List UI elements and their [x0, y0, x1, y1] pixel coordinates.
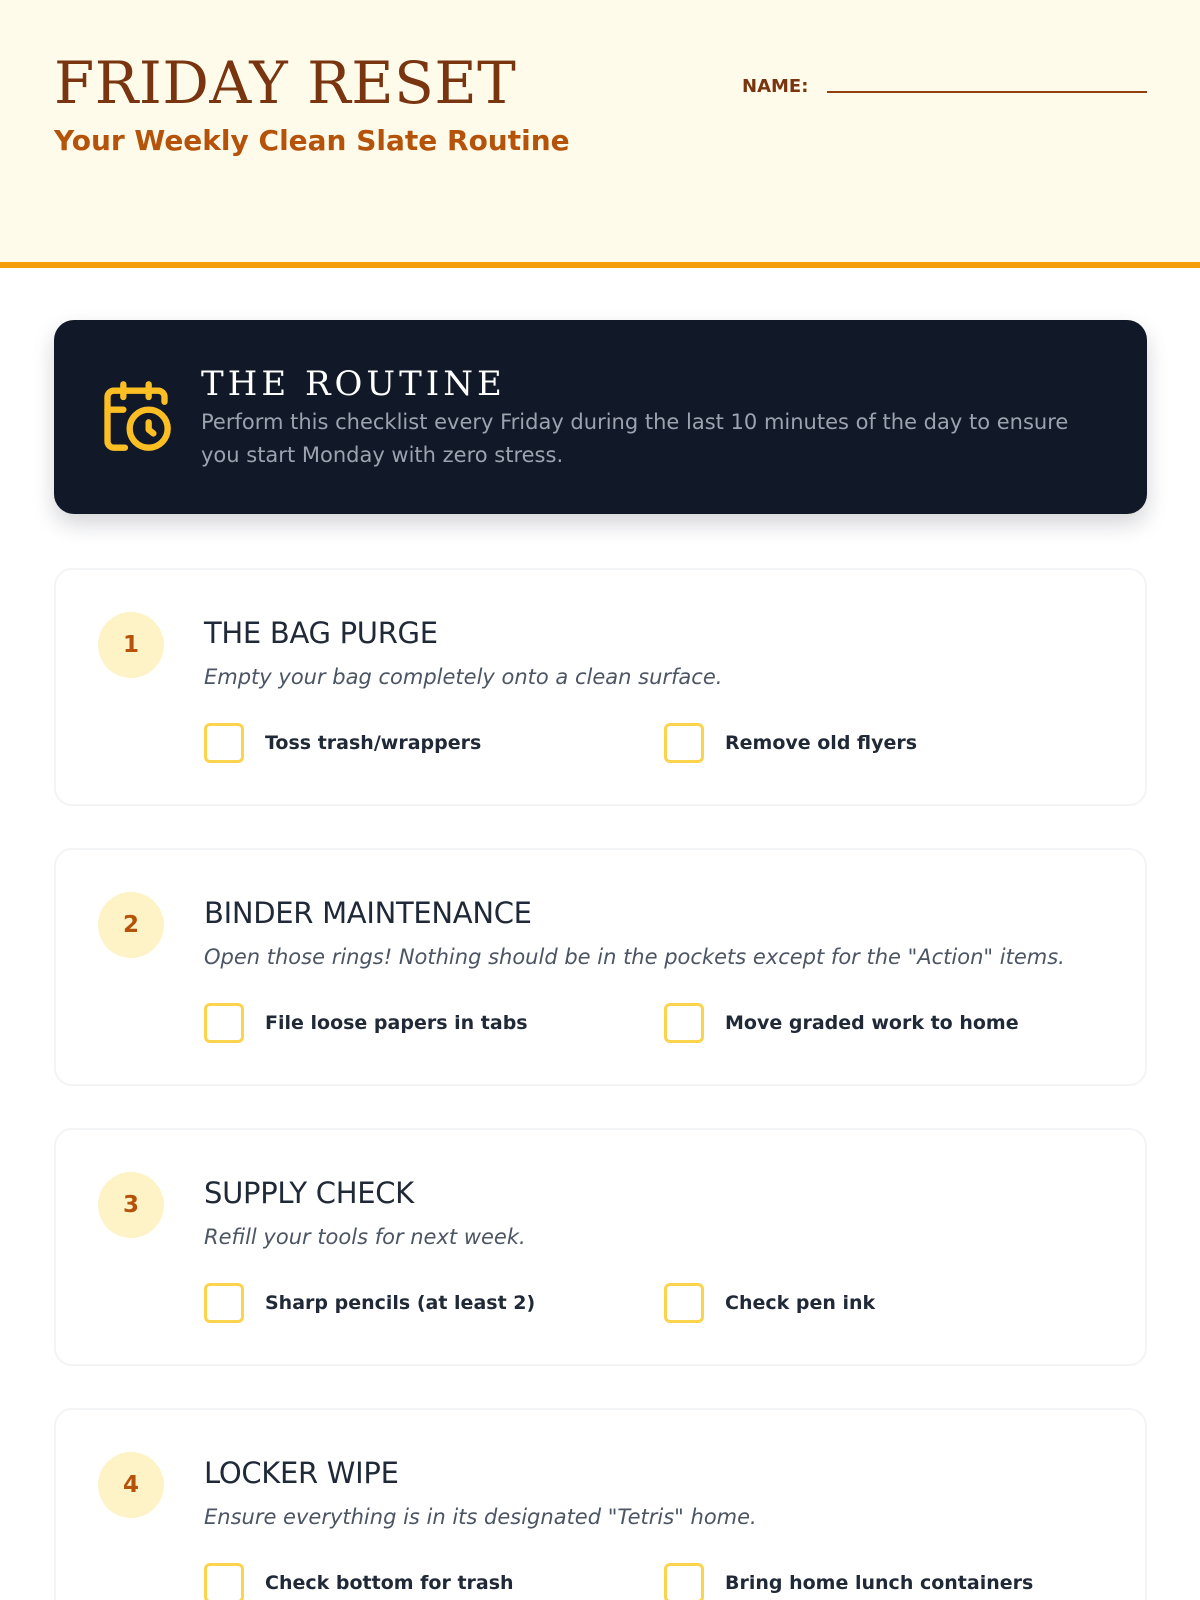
checkbox[interactable]	[204, 1003, 244, 1043]
checklist-item[interactable]	[204, 1283, 535, 1323]
checklist-item[interactable]	[204, 1003, 528, 1043]
step-number-badge: 1	[98, 612, 164, 678]
routine-description: Perform this checklist every Friday during the last 10 minutes of the day to ensure you start Monday with zero stress.	[201, 410, 1069, 467]
step-description: Ensure everything is in its designated "Tetris" home.	[204, 1505, 757, 1529]
checklist-item-label: Move graded work to home	[725, 1012, 1019, 1034]
checkbox[interactable]	[204, 1283, 244, 1323]
step-card-binder-maintenance	[54, 848, 1147, 1086]
calendar-clock-icon	[98, 378, 174, 454]
step-title: LOCKER WIPE	[204, 1456, 399, 1490]
checklist-item[interactable]	[204, 1563, 514, 1600]
checkbox[interactable]	[664, 723, 704, 763]
checklist-item[interactable]	[664, 723, 917, 763]
routine-banner	[54, 320, 1147, 514]
checkbox[interactable]	[664, 1563, 704, 1600]
step-title: THE BAG PURGE	[204, 616, 438, 650]
name-label: NAME:	[742, 76, 809, 97]
step-description: Empty your bag completely onto a clean surface.	[204, 665, 723, 689]
step-card-bag-purge	[54, 568, 1147, 806]
step-number-badge: 3	[98, 1172, 164, 1238]
page-title: FRIDAY RESET	[54, 49, 517, 117]
checkbox[interactable]	[204, 1563, 244, 1600]
checklist-item-label: Bring home lunch containers	[725, 1572, 1034, 1594]
step-description: Open those rings! Nothing should be in the pockets except for the "Action" items.	[204, 945, 1065, 969]
checklist-item-label: Check pen ink	[725, 1292, 876, 1314]
name-field[interactable]	[827, 91, 1147, 93]
checklist-item-label: File loose papers in tabs	[265, 1012, 528, 1034]
step-title: SUPPLY CHECK	[204, 1176, 414, 1210]
checkbox[interactable]	[204, 723, 244, 763]
checklist-item-label: Toss trash/wrappers	[265, 732, 482, 754]
step-title: BINDER MAINTENANCE	[204, 896, 532, 930]
checklist-item[interactable]	[664, 1003, 1019, 1043]
checkbox[interactable]	[664, 1283, 704, 1323]
routine-title: THE ROUTINE	[201, 364, 506, 404]
checklist-item-label: Remove old flyers	[725, 732, 918, 754]
checklist-item-label: Check bottom for trash	[265, 1572, 514, 1594]
checklist-item-label: Sharp pencils (at least 2)	[265, 1292, 536, 1314]
checklist-item[interactable]	[664, 1283, 875, 1323]
page-subtitle: Your Weekly Clean Slate Routine	[54, 124, 570, 157]
checklist-item[interactable]	[204, 723, 481, 763]
checkbox[interactable]	[664, 1003, 704, 1043]
step-number-badge: 2	[98, 892, 164, 958]
step-card-supply-check	[54, 1128, 1147, 1366]
step-card-locker-wipe	[54, 1408, 1147, 1600]
page-header	[0, 0, 1200, 268]
checklist-item[interactable]	[664, 1563, 1033, 1600]
step-description: Refill your tools for next week.	[204, 1225, 526, 1249]
step-number-badge: 4	[98, 1452, 164, 1518]
